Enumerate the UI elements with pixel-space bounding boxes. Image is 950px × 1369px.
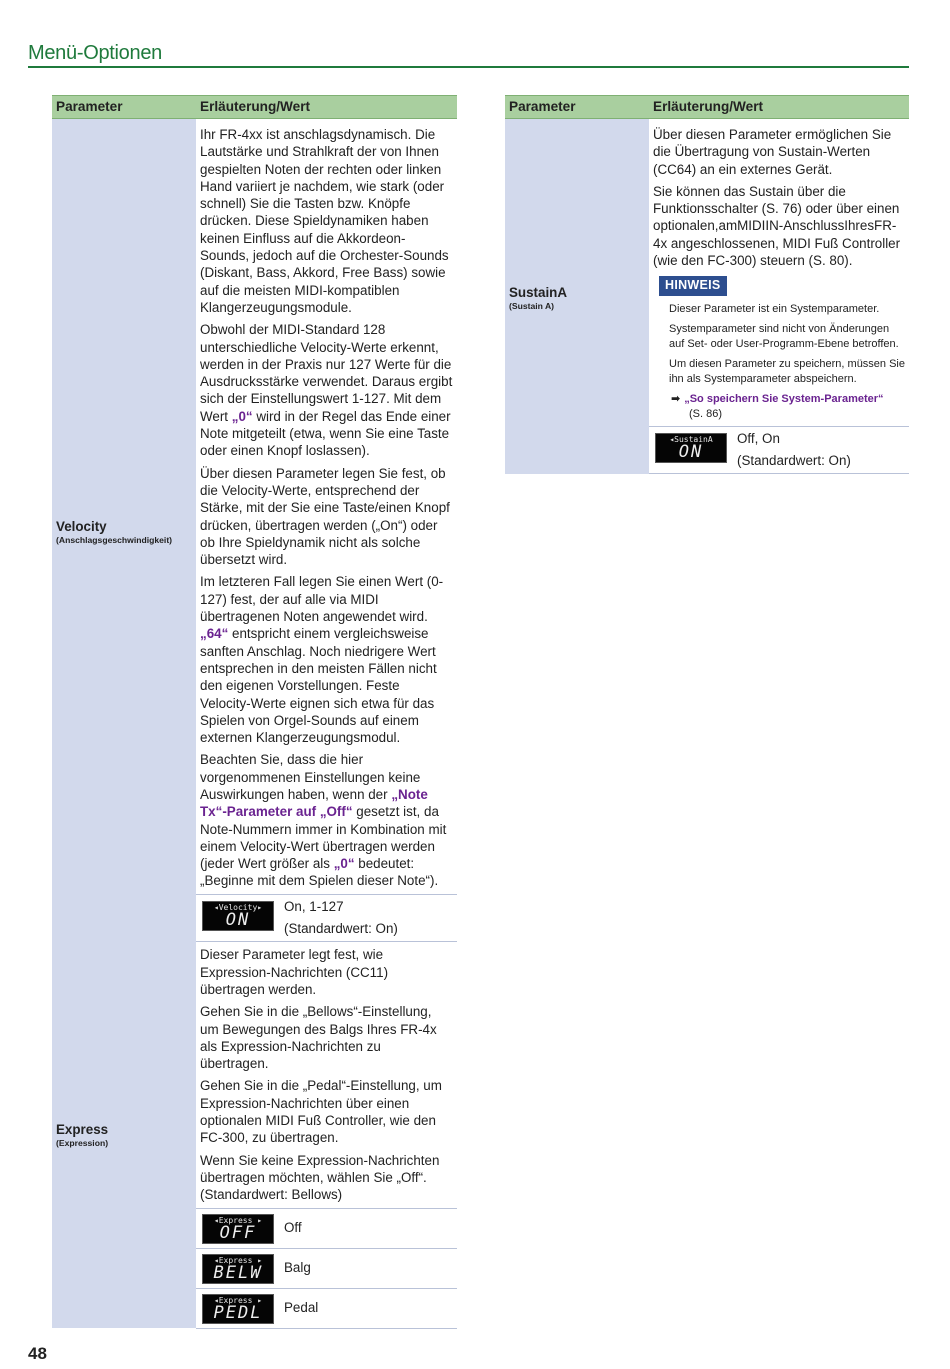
param-subname-velocity: (Anschlagsgeschwindigkeit)	[56, 535, 173, 546]
value-default: (Standardwert: On)	[284, 921, 398, 937]
desc-velocity	[196, 122, 457, 894]
lcd-display-icon: ◂SustainA ON	[655, 433, 727, 463]
option-label: Balg	[284, 1260, 311, 1276]
param-name-sustain: SustainA	[509, 284, 568, 300]
reference-link[interactable]: „So speichern Sie System-Parameter“	[684, 392, 884, 405]
header-parameter: Parameter	[505, 96, 649, 119]
param-name-express: Express	[56, 1121, 109, 1137]
desc-paragraph: Über diesen Parameter legen Sie fest, ob die Velocity-Werte, entsprechend der Stärke, mit der Sie eine Taste/einen Knopf drücken, übertragen werden („On“) oder ob Ihre Spieldynamik nicht als solche übersetzt wird.	[200, 465, 450, 568]
section-rule	[28, 66, 909, 68]
arrow-right-icon: ➡	[671, 392, 681, 405]
desc-express	[196, 942, 457, 1208]
reference-page: (S. 86)	[689, 407, 723, 420]
lcd-display-icon: ◂Velocity▸ ON	[202, 901, 274, 931]
desc-sustain	[649, 122, 909, 426]
param-subname-sustain: (Sustain A)	[509, 301, 555, 312]
desc-paragraph: Im letzteren Fall legen Sie einen Wert (0-127) fest, der auf alle via MIDI übertragenen Noten angewendet wird. „64“ entspricht einem vergleichsweise sanften Anschlag. Noch niedrigere Wert entsprechen in den meisten Fällen nicht den eigenen Vorstellungen. Feste Velocity-Werte eignen sich etwa für das Spielen von Orgel-Sounds auf einem externen Klangerzeugungsmodul.	[200, 574, 444, 746]
hinweis-badge: HINWEIS	[659, 276, 727, 295]
desc-paragraph: Gehen Sie in die „Pedal“-Einstellung, um Expression-Nachrichten über einen optionalen MIDI Fuß Controller, wie den FC-300, zu übertragen.	[200, 1078, 442, 1146]
desc-paragraph: Wenn Sie keine Expression-Nachrichten übertragen möchten, wählen Sie „Off“. (Standardwert: Bellows)	[200, 1152, 440, 1203]
param-cell-sustain	[505, 122, 649, 474]
header-value: Erläuterung/Wert	[196, 96, 457, 119]
note-line: Dieser Parameter ist ein Systemparameter.	[669, 302, 880, 315]
desc-paragraph: Über diesen Parameter ermöglichen Sie die Übertragung von Sustain-Werten (CC64) an ein externes Gerät.	[653, 127, 892, 177]
header-value: Erläuterung/Wert	[649, 96, 909, 119]
desc-paragraph: Obwohl der MIDI-Standard 128 unterschiedliche Velocity-Werte erkennt, werden in der Praxis nur 127 Werte für die Ausdrucksstärke verwendet. Daraus ergibt sich der Einstellungswert 1-127. Mit dem Wert „0“ wird in der Regel das Ende einer Note mitgeteilt (etwa, wenn Sie eine Taste oder einen Knopf loslassen).	[200, 322, 453, 459]
value-option	[196, 1288, 457, 1328]
desc-paragraph: Ihr FR-4xx ist anschlagsdynamisch. Die Lautstärke und Strahlkraft der von Ihnen gespielten Noten der rechten oder linken Hand variiert je nachdem, wie stark (oder schnell) Sie die Tasten bzw. Knöpfe drücken. Diese Spieldynamiken haben keinen Einfluss auf die Akkordeon-Sounds, jedoch auf die Orchester-Sounds (Diskant, Bass, Akkord, Free Bass) sowie auf die meisten MIDI-kompatiblen Klangerzeugungsmodule.	[200, 127, 449, 315]
desc-paragraph: Sie können das Sustain über die Funktionsschalter (S. 76) oder über einen optionalen,amMIDIIN-AnschlussIhresFR-4x angeschlossenen, MIDI Fuß Controller (wie den FC-300) steuern (S. 80).	[653, 183, 901, 269]
lcd-display-icon: ◂Express ▸ BELW	[202, 1254, 274, 1284]
option-label: Pedal	[284, 1300, 319, 1316]
left-parameter-table	[52, 95, 457, 1329]
note-line: Um diesen Parameter zu speichern, müssen Sie ihn als Systemparameter abspeichern.	[669, 357, 905, 385]
desc-paragraph: Beachten Sie, dass die hier vorgenommenen Einstellungen keine Auswirkungen haben, wenn der „Note Tx“-Parameter auf „Off“ gesetzt ist, da Note-Nummern immer in Kombination mit einem Velocity-Wert übertragen werden (jeder Wert größer als „0“ bedeutet: „Beginne mit dem Spielen dieser Note“).	[200, 752, 447, 889]
header-parameter: Parameter	[52, 96, 196, 119]
lcd-display-icon: ◂Express ▸ PEDL	[202, 1294, 274, 1324]
param-subname-express: (Expression)	[56, 1138, 109, 1149]
value-sustain	[649, 426, 909, 474]
right-parameter-table	[505, 95, 909, 474]
desc-paragraph: Gehen Sie in die „Bellows“-Einstellung, um Bewegungen des Balgs Ihres FR-4x als Expression-Nachrichten zu übertragen.	[200, 1004, 437, 1072]
value-range: On, 1-127	[284, 898, 344, 914]
value-default: (Standardwert: On)	[737, 452, 851, 468]
param-cell-express	[52, 942, 196, 1328]
note-block	[669, 302, 905, 422]
value-velocity	[196, 894, 457, 942]
note-reference	[671, 392, 905, 422]
desc-paragraph: Dieser Parameter legt fest, wie Expression-Nachrichten (CC11) übertragen werden.	[200, 947, 389, 997]
value-range: Off, On	[737, 430, 780, 446]
value-option	[196, 1248, 457, 1288]
section-title: Menü-Optionen	[28, 42, 162, 64]
note-line: Systemparameter sind nicht von Änderungen auf Set- oder User-Programm-Ebene betroffen.	[669, 322, 899, 350]
param-cell-velocity	[52, 122, 196, 942]
page-number: 48	[28, 1344, 47, 1363]
value-option	[196, 1208, 457, 1248]
lcd-display-icon: ◂Express ▸ OFF	[202, 1214, 274, 1244]
option-label: Off	[284, 1220, 302, 1236]
param-name-velocity: Velocity	[56, 518, 107, 534]
